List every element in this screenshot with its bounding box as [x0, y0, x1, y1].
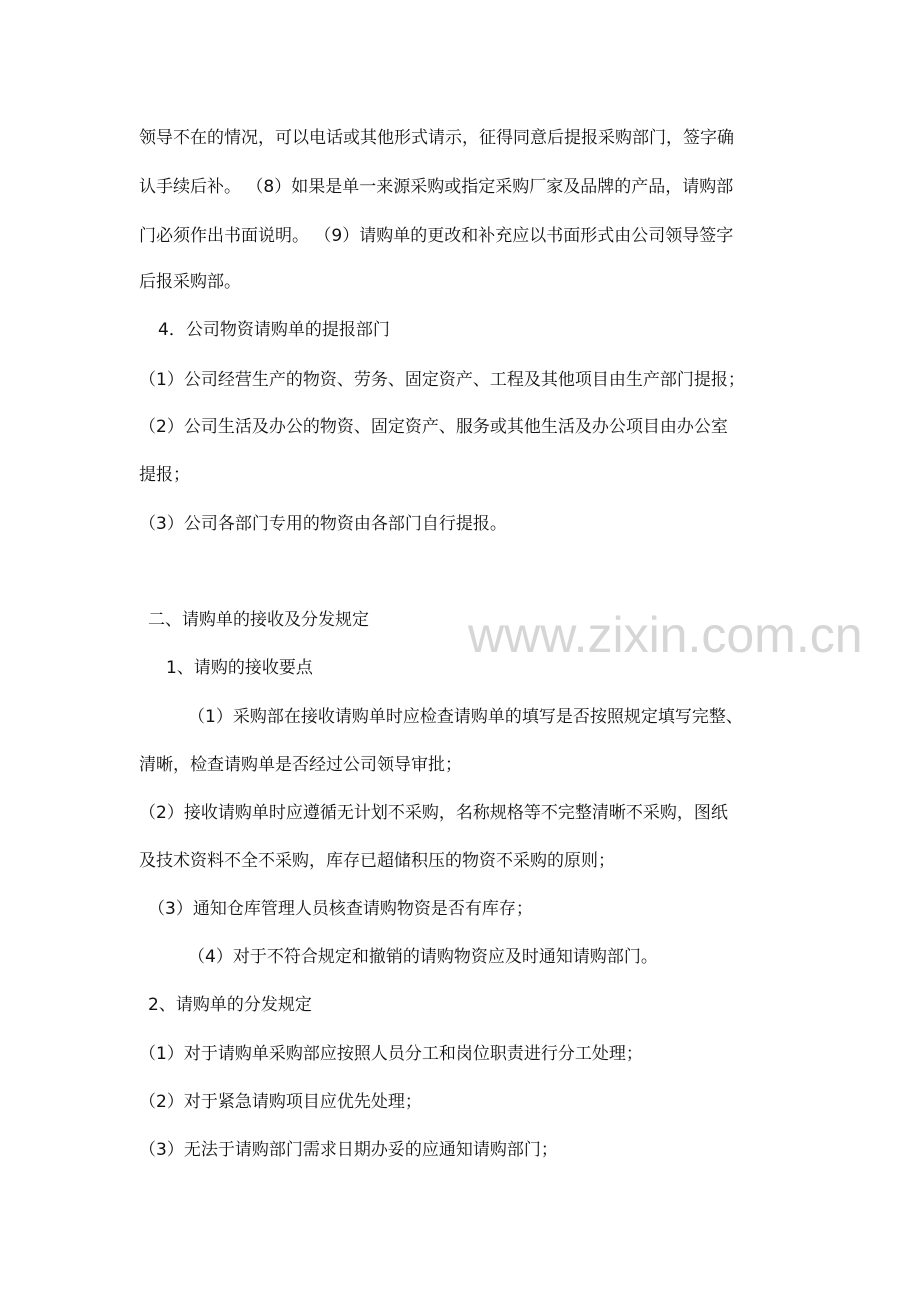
list-item: （2）接收请购单时应遵循无计划不采购，名称规格等不完整清晰不采购，图纸 [139, 803, 728, 823]
list-item-continuation: 提报； [139, 465, 190, 485]
subsection-heading: 1、请购的接收要点 [166, 658, 313, 678]
list-item: （3）通知仓库管理人员核查请购物资是否有库存； [148, 899, 533, 919]
list-item-continuation: 及技术资料不全不采购，库存已超储积压的物资不采购的原则； [139, 851, 615, 871]
list-item: （2）公司生活及办公的物资、固定资产、服务或其他生活及办公项目由办公室 [139, 417, 728, 437]
paragraph-line: 门必须作出书面说明。 （9）请购单的更改和补充应以书面形式由公司领导签字 [139, 226, 734, 246]
watermark: www.zixin.com.cn [468, 607, 863, 663]
list-item: （3）无法于请购部门需求日期办妥的应通知请购部门； [139, 1140, 558, 1160]
list-item: （1）采购部在接收请购单时应检查请购单的填写是否按照规定填写完整、 [188, 707, 743, 727]
chapter-heading: 二、请购单的接收及分发规定 [148, 610, 369, 630]
subsection-heading: 2、请购单的分发规定 [148, 995, 312, 1015]
list-item: （1）对于请购单采购部应按照人员分工和岗位职责进行分工处理； [139, 1044, 643, 1064]
paragraph-line: 领导不在的情况，可以电话或其他形式请示，征得同意后提报采购部门，签字确 [139, 128, 734, 148]
list-item: （1）公司经营生产的物资、劳务、固定资产、工程及其他项目由生产部门提报； [139, 370, 745, 390]
list-item: （4）对于不符合规定和撤销的请购物资应及时通知请购部门。 [188, 947, 658, 967]
paragraph-line: 认手续后补。 （8）如果是单一来源采购或指定采购厂家及品牌的产品，请购部 [139, 177, 734, 197]
section-heading: 4．公司物资请购单的提报部门 [158, 320, 390, 340]
list-item-continuation: 清晰，检查请购单是否经过公司领导审批； [139, 755, 462, 775]
paragraph-line: 后报采购部。 [139, 272, 241, 292]
list-item: （2）对于紧急请购项目应优先处理； [139, 1092, 422, 1112]
list-item: （3）公司各部门专用的物资由各部门自行提报。 [139, 514, 507, 534]
